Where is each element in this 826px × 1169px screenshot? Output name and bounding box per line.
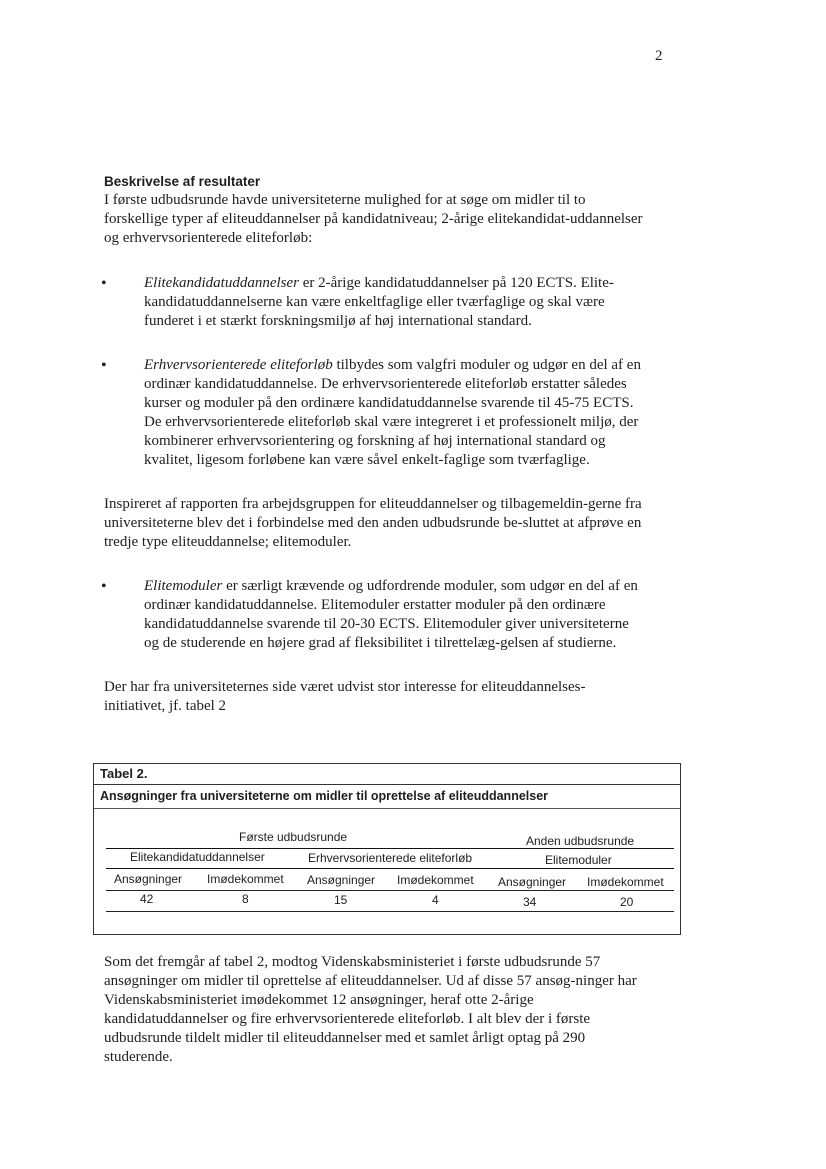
intro-paragraph: I første udbudsrunde havde universiteterne mulighed for at søge om midler til to forskellige typer af eliteuddannelser på kandidatniveau; 2-årige elitekandidat-uddannelser og erhvervsorienterede eliteforløb: <box>104 192 643 246</box>
value-cell: 4 <box>432 893 439 907</box>
col-header-granted-3: Imødekommet <box>587 875 664 889</box>
table-rule <box>106 848 674 849</box>
table-title: Ansøgninger fra universiteterne om midler til oprettelse af eliteuddannelser <box>100 789 549 803</box>
col-header-applications-2: Ansøgninger <box>307 873 376 887</box>
value-cell: 8 <box>242 892 249 906</box>
bullet-term: Erhvervsorienterede eliteforløb <box>144 357 333 373</box>
section-heading: Beskrivelse af resultater <box>104 174 261 189</box>
bullet-text: er særligt krævende og udfordrende moduler, som udgør en del af en ordinær kandidatuddannelse. Elitemoduler erstatter moduler på den ordinære kandidatuddannelse svarende til 20-30 ECTS. Elitemoduler giver universiteterne og de studerende en højere grad af fleksibilitet i tilrettelæg-gelsen af studierne. <box>144 578 638 651</box>
header-round-1: Første udbudsrunde <box>239 830 348 844</box>
col-header-applications-3: Ansøgninger <box>498 875 567 889</box>
bullet-elitekandidat <box>104 274 644 331</box>
bullet-elitemoduler <box>104 577 644 653</box>
page-number: 2 <box>655 48 663 64</box>
paragraph-tabel-2: Som det fremgår af tabel 2, modtog Videnskabsministeriet i første udbudsrunde 57 ansøgninger om midler til oprettelse af eliteuddannelser. Ud af disse 57 ansøg-ninger har Videnskabsministeriet imødekommet 12 ansøgninger, heraf otte 2-årige kandidatuddannelser og fire erhvervsorienterede eliteforløb. I alt blev der i første udbudsrunde tildelt midler til eliteuddannelser med et samlet årligt optag på 290 studerende. <box>104 954 637 1065</box>
table-rule <box>106 890 674 891</box>
value-cell: 42 <box>140 892 154 906</box>
bullet-term: Elitekandidatuddannelser <box>144 275 299 291</box>
header-type-1: Elitekandidatuddannelser <box>130 850 265 864</box>
table-rule <box>106 868 674 869</box>
bullet-term: Elitemoduler <box>144 578 223 594</box>
bullet-text: er 2-årige kandidatuddannelser på 120 ECTS. Elite-kandidatuddannelserne kan være enkeltfaglige eller tværfaglige og skal være funderet i et stærkt forskningsmiljø af høj international standard. <box>144 275 614 329</box>
bullet-list-1 <box>104 274 644 470</box>
col-header-granted-1: Imødekommet <box>207 872 284 886</box>
bullet-text: tilbydes som valgfri moduler og udgør en del af en ordinær kandidatuddannelse. De erhvervsorienterede eliteforløb erstatter således kurser og moduler på den ordinære kandidatuddannelse svarende til 45-75 ECTS. De erhvervsorienterede eliteforløb skal være integreret i et professionelt miljø, der kombinerer erhvervsorientering og forskning af høj international standard og kvalitet, ligesom forløbene kan være såvel enkelt-faglige som tværfaglige. <box>144 357 641 468</box>
col-header-granted-2: Imødekommet <box>397 873 474 887</box>
table-2 <box>93 763 681 935</box>
header-round-2: Anden udbudsrunde <box>526 834 635 848</box>
paragraph-inspireret: Inspireret af rapporten fra arbejdsgruppen for eliteuddannelser og tilbagemeldin-gerne fra universiteterne blev det i forbindelse med den anden udbudsrunde be-sluttet at afprøve en tredje type eliteuddannelse; elitemoduler. <box>104 496 642 550</box>
value-cell: 20 <box>620 895 634 909</box>
table-rule <box>106 911 674 912</box>
paragraph-interesse: Der har fra universiteternes side været udvist stor interesse for eliteuddannelses-initiativet, jf. tabel 2 <box>104 679 586 714</box>
col-header-applications-1: Ansøgninger <box>114 872 183 886</box>
closing-text <box>104 953 644 1067</box>
value-cell: 15 <box>334 893 348 907</box>
header-type-2: Erhvervsorienterede eliteforløb <box>308 851 473 865</box>
table-caption: Tabel 2. <box>100 766 148 781</box>
value-cell: 34 <box>523 895 537 909</box>
body-text <box>104 172 644 716</box>
bullet-erhvervsorienterede <box>104 356 644 470</box>
bullet-list-2 <box>104 577 644 653</box>
table-divider <box>94 808 680 809</box>
header-type-3: Elitemoduler <box>545 853 612 867</box>
table-divider <box>94 784 680 785</box>
